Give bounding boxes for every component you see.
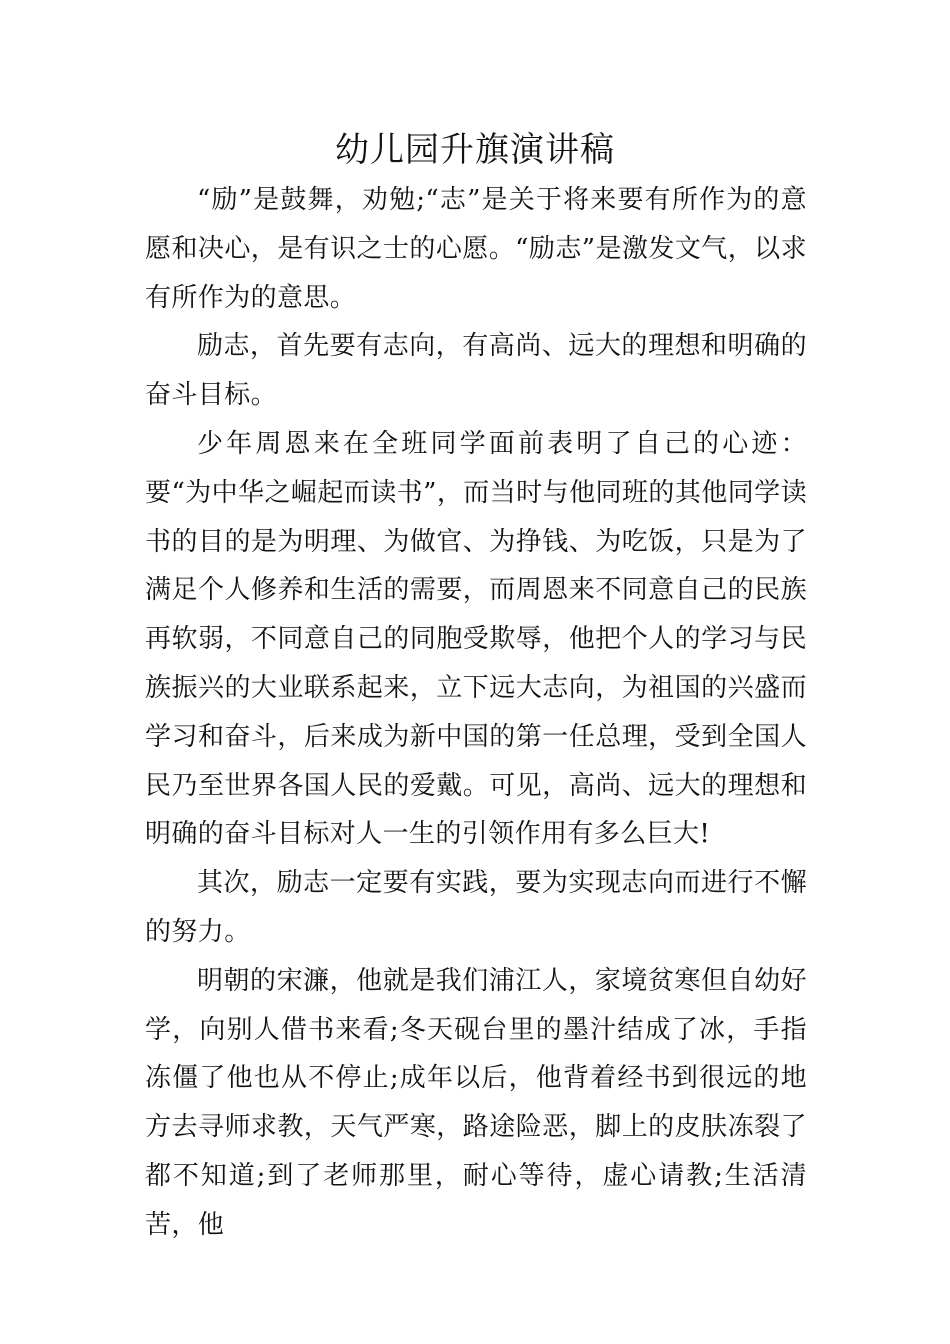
document-body	[145, 176, 807, 1250]
paragraph-song-lian: 明朝的宋濂，他就是我们浦江人，家境贫寒但自幼好学，向别人借书来看;冬天砚台里的墨汁结成了冰，手指冻僵了他也从不停止;成年以后，他背着经书到很远的地方去寻师求教，天气严寒，路途险恶，脚上的皮肤冻裂了都不知道;到了老师那里，耐心等待，虚心请教;生活清苦，他	[145, 965, 807, 1240]
paragraph-definition: “励”是鼓舞，劝勉;“志”是关于将来要有所作为的意愿和决心，是有识之士的心愿。“励志”是激发文气，以求有所作为的意思。	[145, 185, 807, 313]
paragraph-zhou-enlai: 少年周恩来在全班同学面前表明了自己的心迹：要“为中华之崛起而读书”，而当时与他同班的其他同学读书的目的是为明理、为做官、为挣钱、为吃饭，只是为了满足个人修养和生活的需要，而周恩来不同意自己的民族再软弱，不同意自己的同胞受欺辱，他把个人的学习与民族振兴的大业联系起来，立下远大志向，为祖国的兴盛而学习和奋斗，后来成为新中国的第一任总理，受到全国人民乃至世界各国人民的爱戴。可见，高尚、远大的理想和明确的奋斗目标对人一生的引领作用有多么巨大!	[145, 428, 807, 850]
document-title: 幼儿园升旗演讲稿	[335, 130, 615, 170]
paragraph-practice: 其次，励志一定要有实践，要为实现志向而进行不懈的努力。	[145, 868, 807, 947]
paragraph-aspiration: 励志，首先要有志向，有高尚、远大的理想和明确的奋斗目标。	[145, 331, 807, 411]
